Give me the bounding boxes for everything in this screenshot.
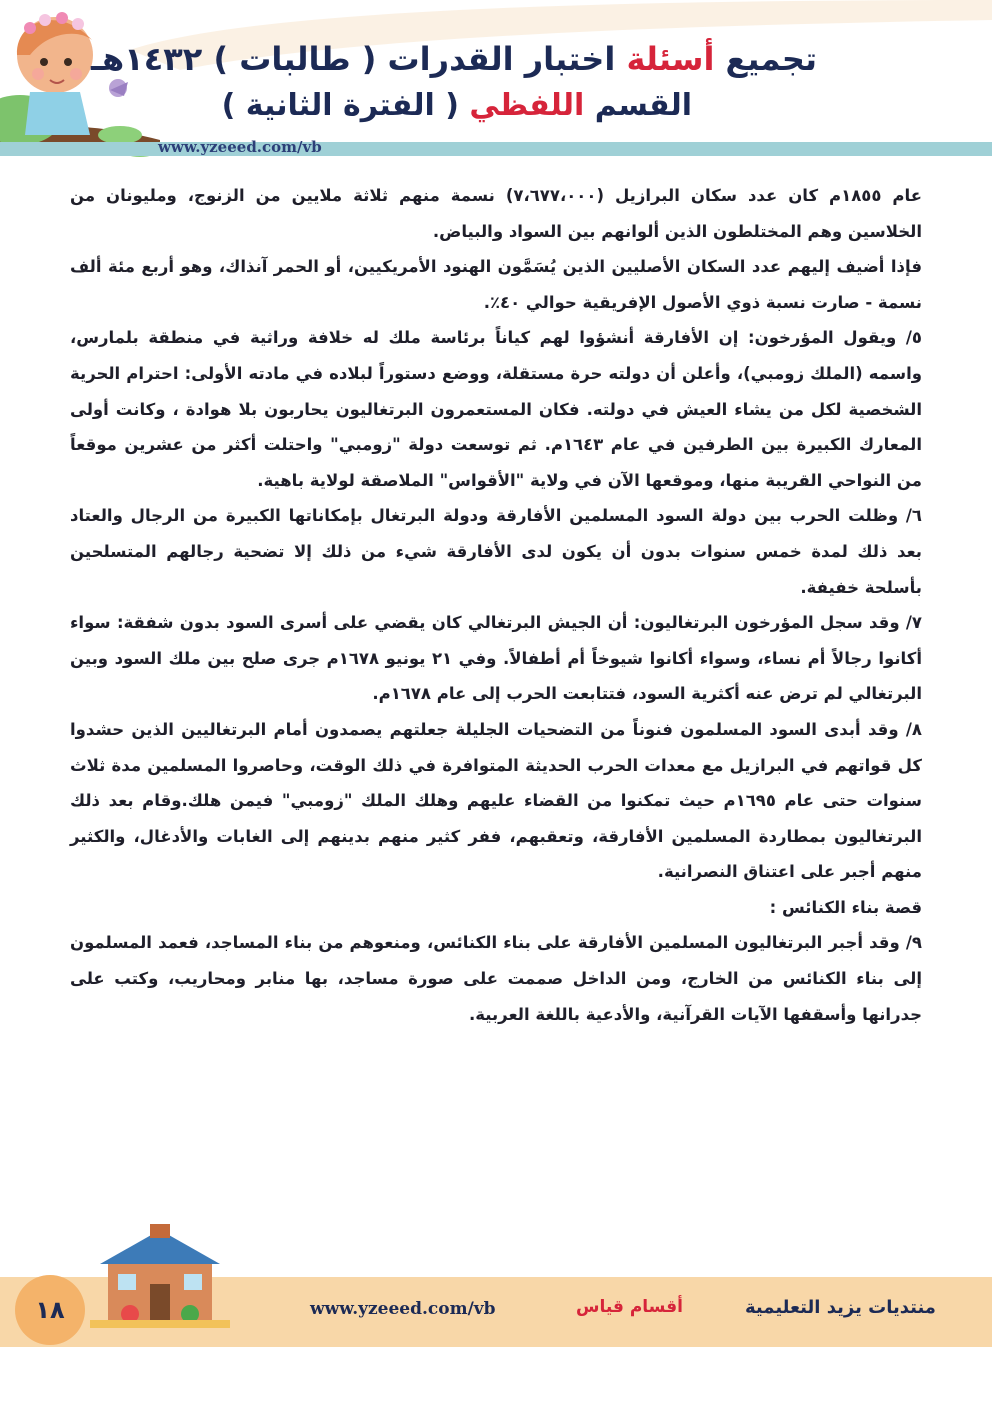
article-body: [70, 178, 922, 1032]
paragraph: عام ١٨٥٥م كان عدد سكان البرازيل (٧،٦٧٧،٠٠٠) نسمة منهم ثلاثة ملايين من الزنوج، ومليونان من الخلاسين وهم المختلطون الذين ألوانهم بين السواد والبياض.: [70, 186, 922, 241]
paragraph: ٥/ ويقول المؤرخون: إن الأفارقة أنشؤوا لهم كياناً برئاسة ملك له خلافة وراثية في منطقة بلمارس، واسمه (الملك زومبي)، وأعلن أن دولته حرة مستقلة، ووضع دستوراً لبلاده في مادته الأولى: احترام الحرية الشخصية لكل من يشاء العيش في دولته. فكان المستعمرون البرتغاليون يحاربون بلا هوادة ، وكانت أولى المعارك الكبيرة بين الطرفين في عام ١٦٤٣م. ثم توسعت دولة "زومبي" واحتلت أكثر من عشرين موقعاً من النواحي القريبة منها، وموقعها الآن في ولاية "الأقواس" الملاصقة لولاية باهية.: [70, 328, 922, 490]
footer-site-link[interactable]: www.yzeeed.com/vb: [310, 1299, 496, 1319]
title-line1-red: أسئلة: [626, 40, 715, 78]
school-house-illustration: [90, 1222, 230, 1332]
paragraph: ٦/ وظلت الحرب بين دولة السود المسلمين الأفارقة ودولة البرتغال بإمكاناتها الكبيرة من الرجال والعتاد بعد ذلك لمدة خمس سنوات بدون أن يكون لدى الأفارقة شيء من ذلك إلا تضحية رجالهم المتسلحين بأسلحة خفيفة.: [70, 506, 922, 597]
paragraph: ٨/ وقد أبدى السود المسلمون فنوناً من التضحيات الجليلة جعلتهم يصمدون أمام البرتغاليين الذين حشدوا كل قواتهم في البرازيل مع معدات الحرب الحديثة المتوافرة في ذلك الوقت، وحاصروا المسلمين مدة ثلاث سنوات حتى عام ١٦٩٥م حيث تمكنوا من القضاء عليهم وهلك الملك "زومبي" فيمن هلك.وقام بعد ذلك البرتغاليون بمطاردة المسلمين الأفارقة، وتعقبهم، ففر كثير منهم بدينهم إلى الغابات والأدغال، والكثير منهم أجبر على اعتناق النصرانية.: [70, 719, 922, 882]
title-line2-red: اللفظي: [469, 88, 585, 123]
title-line1-part1: تجميع: [725, 40, 817, 78]
title-line2-part1: القسم: [594, 88, 692, 123]
title-line1-part2: اختبار القدرات ( طالبات ) ١٤٣٢هـ: [91, 40, 616, 78]
header-site-link[interactable]: www.yzeeed.com/vb: [158, 138, 322, 156]
paragraph: فإذا أضيف إليهم عدد السكان الأصليين الذين يُسَمَّون الهنود الأمريكيين، أو الحمر آنذاك، وهو أربع مئة ألف نسمة - صارت نسبة ذوي الأصول الإفريقية حوالي ٤٠٪.: [70, 257, 922, 312]
footer-forum-name: منتديات يزيد التعليمية: [745, 1297, 936, 1318]
header-divider-stripe: [0, 142, 992, 156]
paragraph: ٩/ وقد أجبر البرتغاليون المسلمين الأفارقة على بناء الكنائس، ومنعوهم من بناء المساجد، فعمد المسلمون إلى بناء الكنائس من الخارج، ومن الداخل صممت على صورة مساجد، بها منابر ومحاريب، وكتب على جدرانها وأسقفها الآيات القرآنية، والأدعية باللغة العربية.: [70, 933, 922, 1024]
page-title-line2: [222, 88, 692, 123]
footer-section-label: أقسام قياس: [576, 1297, 683, 1317]
section-heading: قصة بناء الكنائس :: [769, 897, 922, 917]
page-title-line1: [91, 40, 817, 78]
paragraph: ٧/ وقد سجل المؤرخون البرتغاليون: أن الجيش البرتغالي كان يقضي على أسرى السود بدون شفقة: سواء أكانوا رجالاً أم نساء، وسواء أكانوا شيوخاً أم أطفالاً. وفي ٢١ يونيو ١٦٧٨م جرى صلح بين ملك السود وبين البرتغالي لم ترض عنه أكثرية السود، فتتابعت الحرب إلى عام ١٦٧٨م.: [70, 613, 922, 704]
page-number: ١٨: [15, 1275, 85, 1345]
title-line2-part2: ( الفترة الثانية ): [221, 88, 459, 123]
